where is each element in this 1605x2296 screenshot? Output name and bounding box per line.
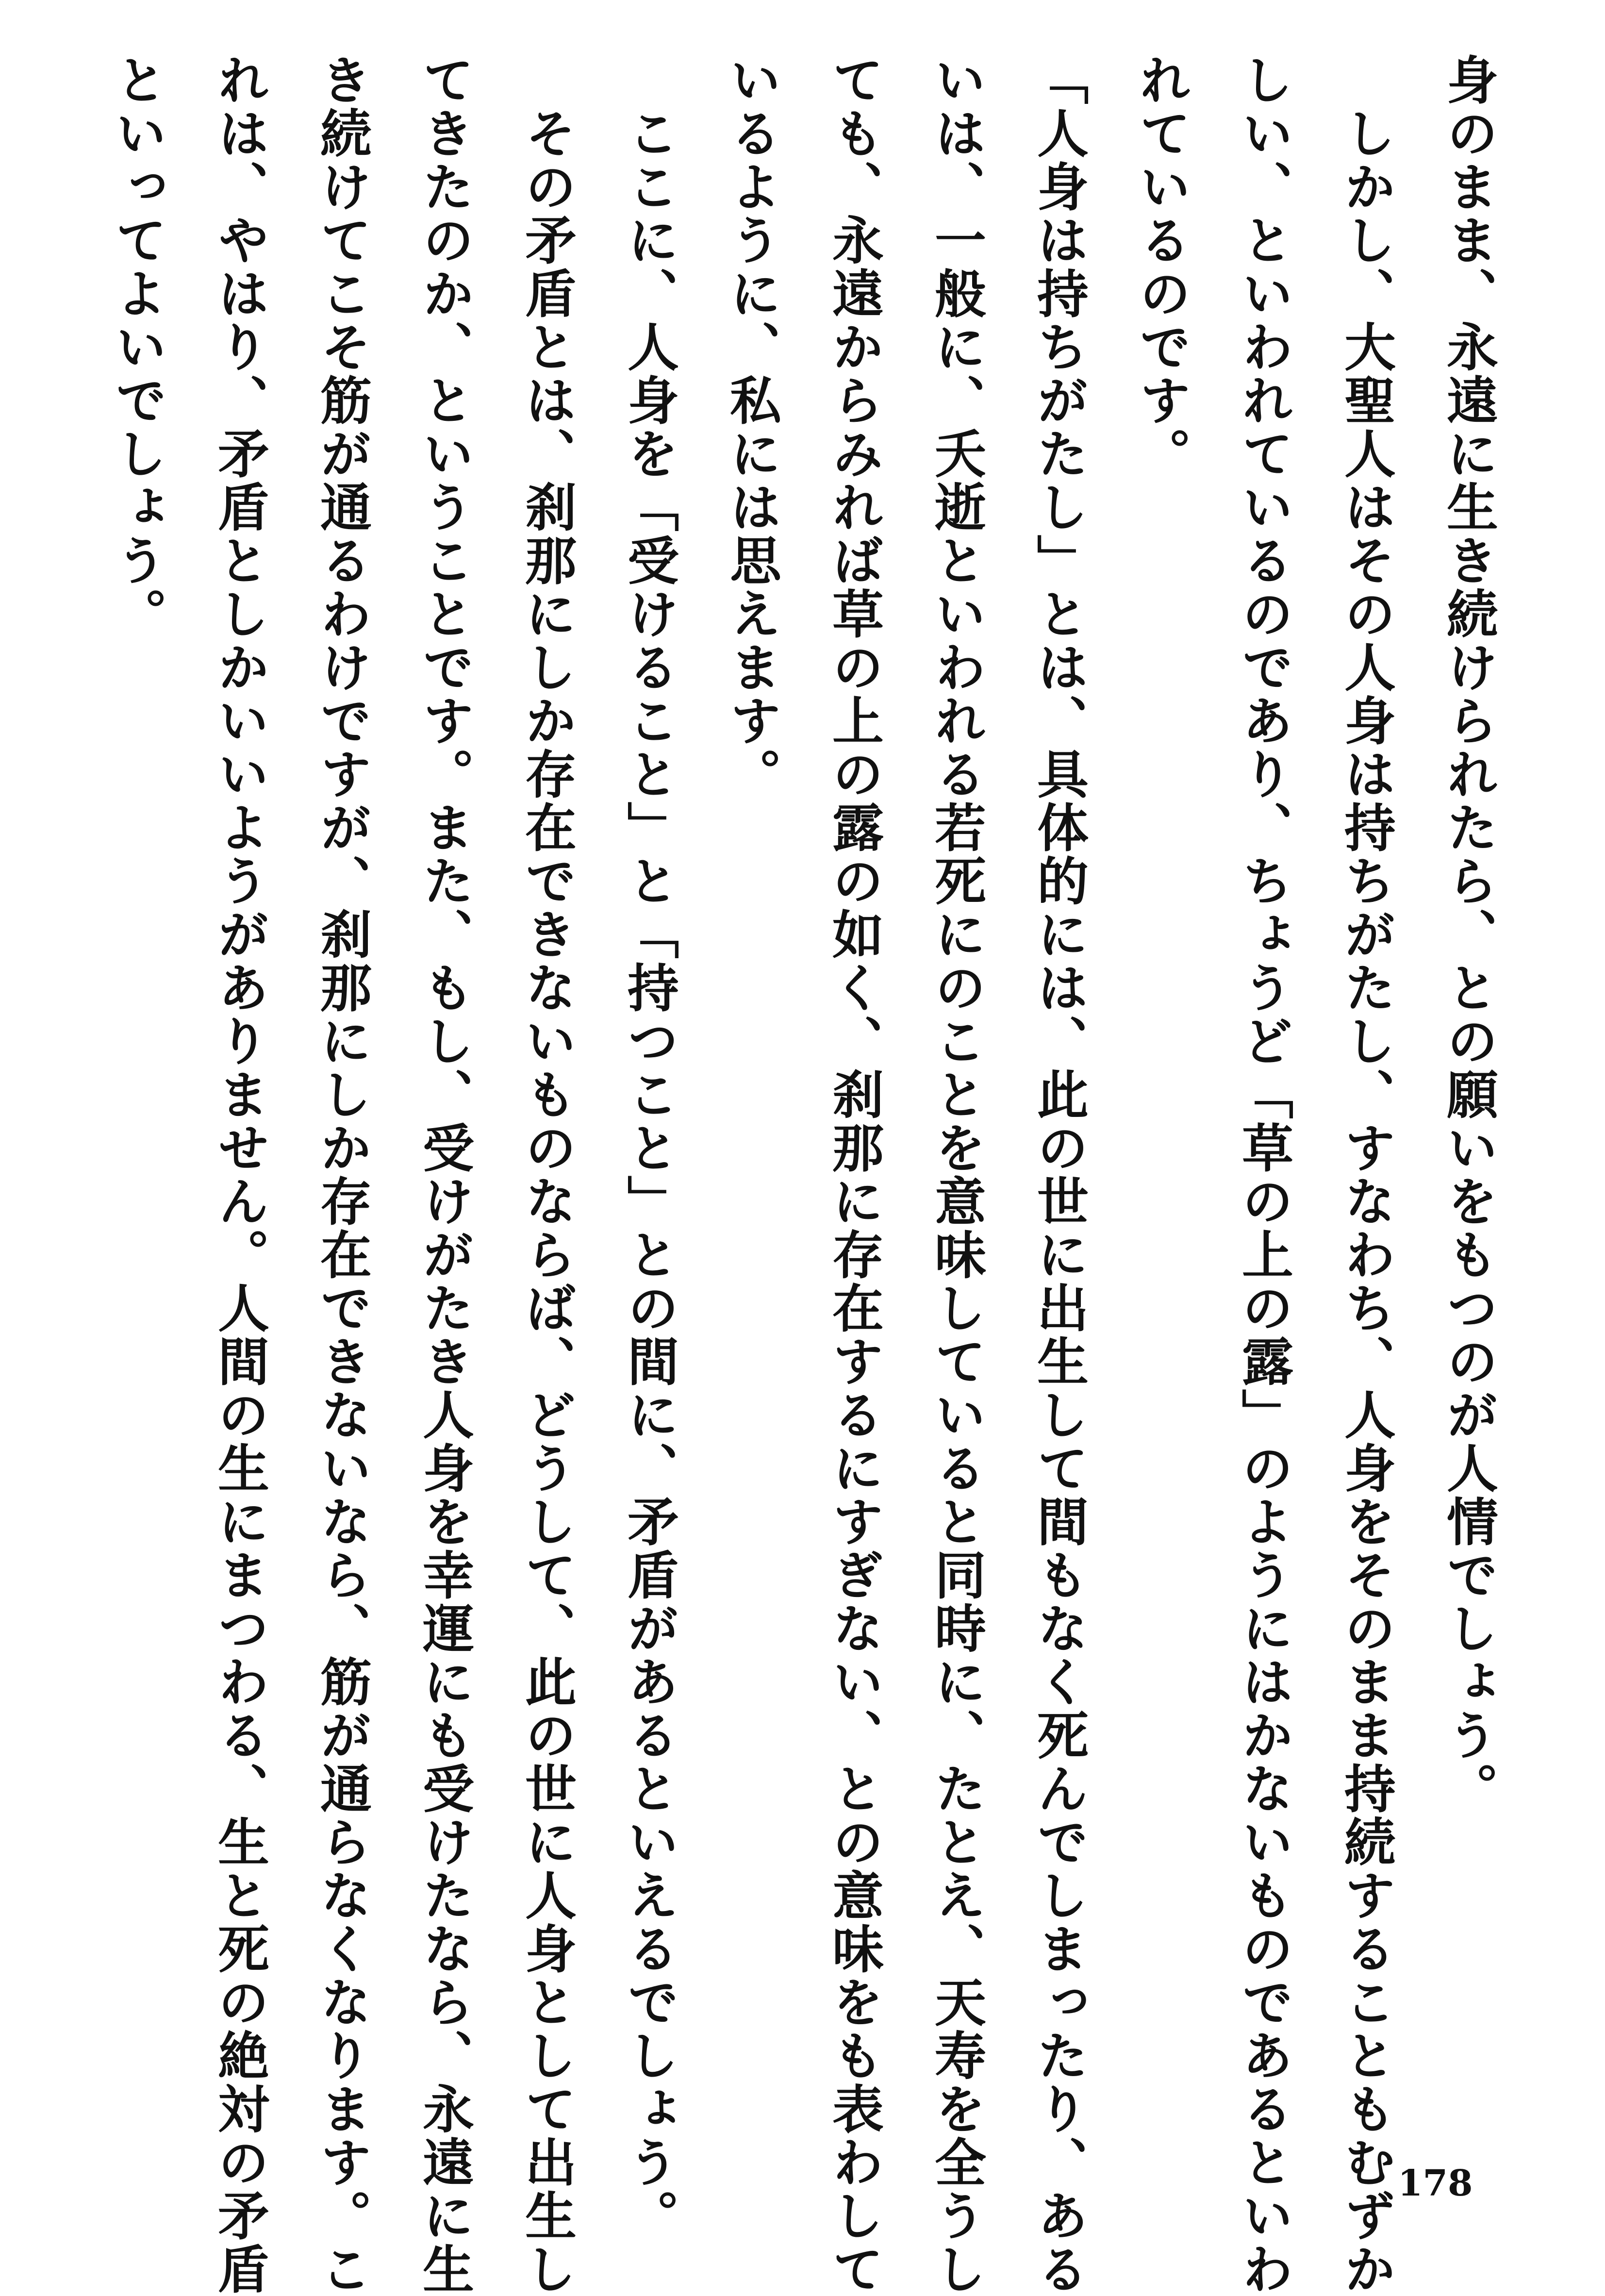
text-line: といってよいでしょう。	[107, 53, 168, 641]
text-line: 「人身は持ちがたし」とは、具体的には、此の世に出生して間もなく死んでしまったり、ある	[1029, 53, 1090, 2296]
text-line: てきたのか、ということです。また、もし、受けがたき人身を幸運にも受けたなら、永遠に生	[414, 53, 475, 2296]
text-line: 身のまま、永遠に生き続けられたら、との願いをもつのが人情でしょう。	[1439, 53, 1499, 1815]
text-line: ても、永遠からみれば草の上の露の如く、刹那に存在するにすぎない、との意味をも表わして	[824, 53, 885, 2296]
page-number: 178	[1398, 2163, 1473, 2204]
text-line: その矛盾とは、刹那にしか存在できないものならば、どうして、此の世に人身として出生し	[517, 53, 578, 2296]
text-line: ここに、人身を「受けること」と「持つこと」との間に、矛盾があるといえるでしょう。	[619, 53, 680, 2243]
text-line: いは、一般に、夭逝といわれる若死にのことを意味していると同時に、たとえ、天寿を全うし	[927, 53, 987, 2296]
text-line: れは、やはり、矛盾としかいいようがありません。人間の生にまつわる、生と死の絶対の矛盾	[210, 53, 270, 2296]
text-line: しい、といわれているのであり、ちょうど「草の上の露」のようにはかないものであるといわ	[1234, 53, 1294, 2296]
text-line: しかし、大聖人はその人身は持ちがたし、すなわち、人身をそのまま持続することもむずか	[1336, 53, 1397, 2296]
text-line: き続けてこそ筋が通るわけですが、刹那にしか存在できないなら、筋が通らなくなります。こ	[312, 53, 373, 2296]
text-line: いるように、私には思えます。	[722, 53, 782, 801]
text-line: れているのです。	[1131, 53, 1192, 481]
